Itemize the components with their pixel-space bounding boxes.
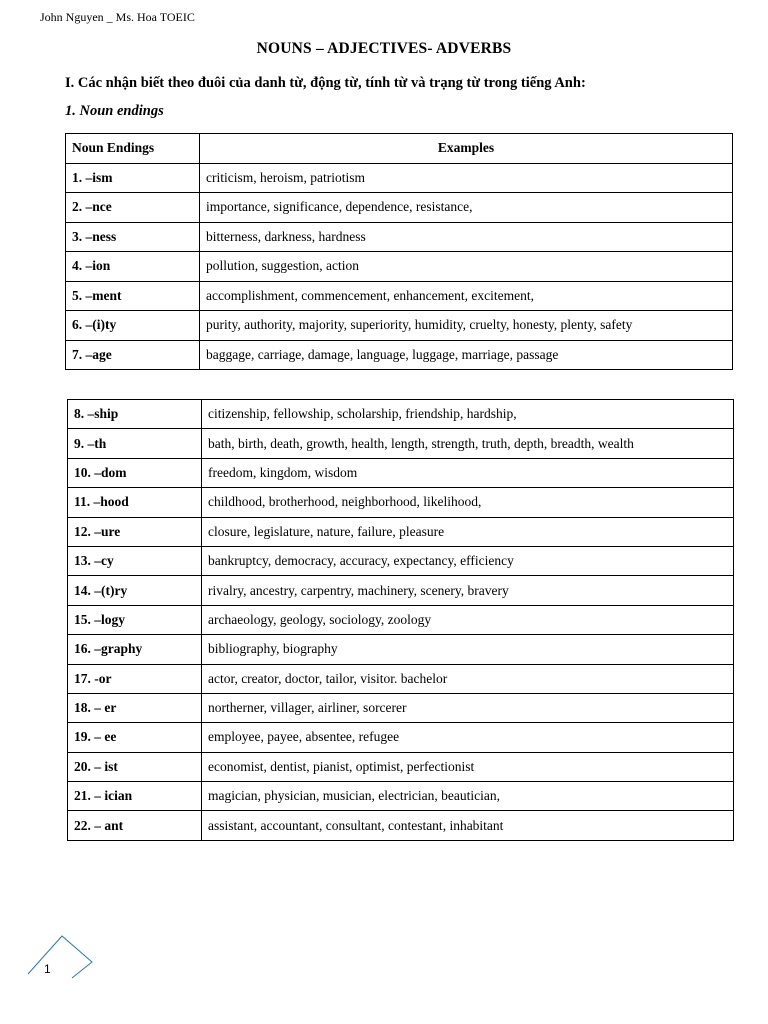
examples-cell: importance, significance, dependence, resistance, bbox=[200, 193, 733, 223]
noun-ending-cell: 1. –ism bbox=[66, 163, 200, 193]
examples-cell: bitterness, darkness, hardness bbox=[200, 222, 733, 252]
noun-ending-cell: 11. –hood bbox=[68, 488, 202, 517]
table-row bbox=[68, 723, 734, 752]
table-row bbox=[68, 400, 734, 429]
examples-cell: pollution, suggestion, action bbox=[200, 252, 733, 282]
noun-ending-cell: 2. –nce bbox=[66, 193, 200, 223]
table-row bbox=[68, 458, 734, 487]
examples-cell: purity, authority, majority, superiority, humidity, cruelty, honesty, plenty, safety bbox=[200, 311, 733, 341]
section-heading: I. Các nhận biết theo đuôi của danh từ, động từ, tính từ và trạng từ trong tiếng Anh: bbox=[65, 75, 586, 91]
examples-cell: bath, birth, death, growth, health, length, strength, truth, depth, breadth, wealth bbox=[202, 429, 734, 458]
table-row bbox=[66, 311, 733, 341]
examples-cell: accomplishment, commencement, enhancement, excitement, bbox=[200, 281, 733, 311]
examples-cell: freedom, kingdom, wisdom bbox=[202, 458, 734, 487]
noun-ending-cell: 16. –graphy bbox=[68, 635, 202, 664]
document-title: NOUNS – ADJECTIVES- ADVERBS bbox=[256, 40, 512, 57]
noun-ending-cell: 7. –age bbox=[66, 340, 200, 370]
table-row bbox=[66, 340, 733, 370]
table-row bbox=[68, 664, 734, 693]
noun-ending-cell: 5. –ment bbox=[66, 281, 200, 311]
examples-cell: bankruptcy, democracy, accuracy, expectancy, efficiency bbox=[202, 546, 734, 575]
page-header: John Nguyen _ Ms. Hoa TOEIC bbox=[40, 10, 195, 24]
noun-ending-cell: 4. –ion bbox=[66, 252, 200, 282]
table-row bbox=[68, 517, 734, 546]
noun-ending-cell: 19. – ee bbox=[68, 723, 202, 752]
noun-ending-cell: 18. – er bbox=[68, 693, 202, 722]
column-header-examples: Examples bbox=[200, 134, 733, 164]
table-row bbox=[68, 635, 734, 664]
examples-cell: economist, dentist, pianist, optimist, perfectionist bbox=[202, 752, 734, 781]
examples-cell: actor, creator, doctor, tailor, visitor. bachelor bbox=[202, 664, 734, 693]
subsection-heading: 1. Noun endings bbox=[65, 103, 164, 119]
noun-ending-cell: 15. –logy bbox=[68, 605, 202, 634]
examples-cell: citizenship, fellowship, scholarship, friendship, hardship, bbox=[202, 400, 734, 429]
examples-cell: closure, legislature, nature, failure, pleasure bbox=[202, 517, 734, 546]
examples-cell: criticism, heroism, patriotism bbox=[200, 163, 733, 193]
table-row bbox=[68, 605, 734, 634]
table-row bbox=[68, 693, 734, 722]
page-number: 1 bbox=[44, 962, 51, 976]
table-row bbox=[68, 782, 734, 811]
page-corner-decoration bbox=[26, 934, 96, 984]
noun-ending-cell: 12. –ure bbox=[68, 517, 202, 546]
noun-ending-cell: 14. –(t)ry bbox=[68, 576, 202, 605]
noun-ending-cell: 20. – ist bbox=[68, 752, 202, 781]
noun-ending-cell: 6. –(i)ty bbox=[66, 311, 200, 341]
noun-endings-table-1 bbox=[65, 133, 733, 370]
examples-cell: rivalry, ancestry, carpentry, machinery, scenery, bravery bbox=[202, 576, 734, 605]
table-row bbox=[66, 281, 733, 311]
examples-cell: archaeology, geology, sociology, zoology bbox=[202, 605, 734, 634]
table-row bbox=[66, 163, 733, 193]
examples-cell: childhood, brotherhood, neighborhood, likelihood, bbox=[202, 488, 734, 517]
noun-ending-cell: 21. – ician bbox=[68, 782, 202, 811]
table-row bbox=[68, 811, 734, 840]
table-row bbox=[68, 546, 734, 575]
examples-cell: employee, payee, absentee, refugee bbox=[202, 723, 734, 752]
table-row bbox=[68, 488, 734, 517]
examples-cell: magician, physician, musician, electrician, beautician, bbox=[202, 782, 734, 811]
noun-ending-cell: 3. –ness bbox=[66, 222, 200, 252]
table-row bbox=[66, 252, 733, 282]
table-header-row bbox=[66, 134, 733, 164]
column-header-noun-endings: Noun Endings bbox=[66, 134, 200, 164]
table-row bbox=[66, 222, 733, 252]
noun-ending-cell: 22. – ant bbox=[68, 811, 202, 840]
noun-ending-cell: 17. -or bbox=[68, 664, 202, 693]
noun-endings-table-2 bbox=[67, 399, 734, 841]
noun-ending-cell: 10. –dom bbox=[68, 458, 202, 487]
examples-cell: bibliography, biography bbox=[202, 635, 734, 664]
table-row bbox=[68, 752, 734, 781]
noun-ending-cell: 9. –th bbox=[68, 429, 202, 458]
table-row bbox=[68, 429, 734, 458]
table-row bbox=[66, 193, 733, 223]
examples-cell: assistant, accountant, consultant, contestant, inhabitant bbox=[202, 811, 734, 840]
noun-ending-cell: 13. –cy bbox=[68, 546, 202, 575]
table-row bbox=[68, 576, 734, 605]
noun-ending-cell: 8. –ship bbox=[68, 400, 202, 429]
examples-cell: northerner, villager, airliner, sorcerer bbox=[202, 693, 734, 722]
examples-cell: baggage, carriage, damage, language, luggage, marriage, passage bbox=[200, 340, 733, 370]
